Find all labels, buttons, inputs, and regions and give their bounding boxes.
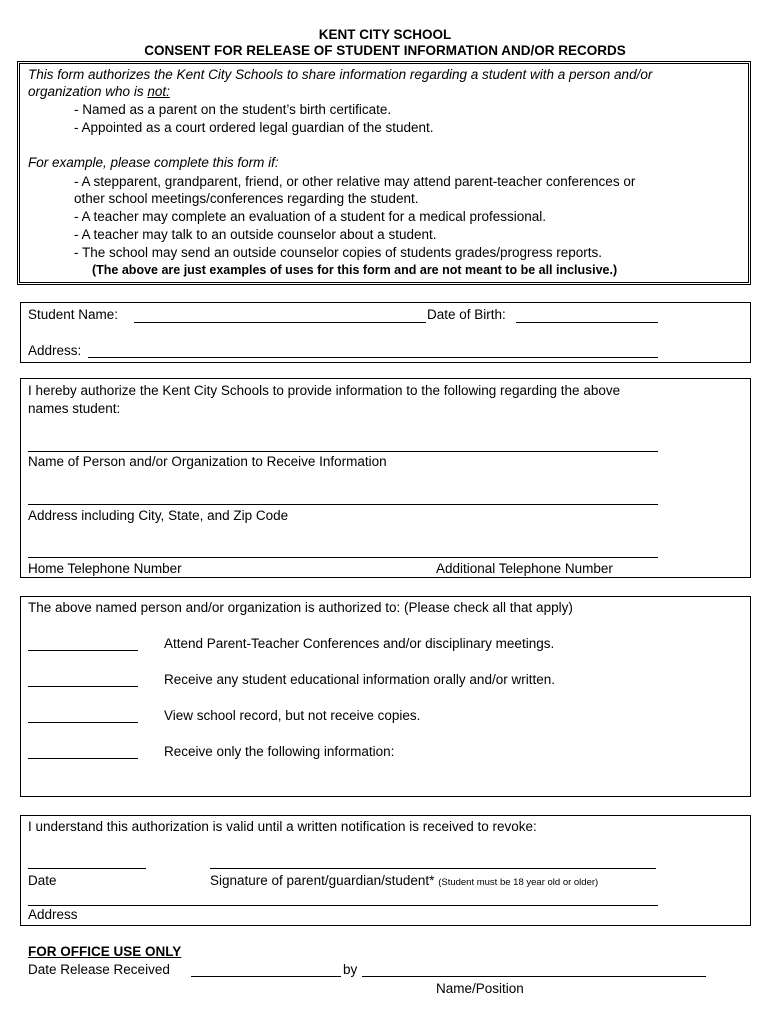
recipient-name-label: Name of Person and/or Organization to Receive Information	[28, 454, 387, 469]
signature-age-note: (Student must be 18 year old or older)	[438, 877, 599, 888]
recipient-name-field[interactable]	[28, 451, 658, 452]
example-heading: For example, please complete this form if:	[28, 155, 279, 170]
permission-option-specific-info: Receive only the following information:	[164, 744, 395, 759]
home-phone-label: Home Telephone Number	[28, 561, 182, 576]
permissions-heading: The above named person and/or organization is authorized to: (Please check all that apply)	[28, 600, 573, 615]
example-item: - A teacher may complete an evaluation of a student for a medical professional.	[74, 209, 547, 224]
student-address-field[interactable]	[88, 357, 658, 358]
permission-option-view-record: View school record, but not receive copies.	[164, 708, 421, 723]
permission-option-receive-info: Receive any student educational information orally and/or written.	[164, 672, 555, 687]
school-name: KENT CITY SCHOOL	[318, 27, 452, 42]
not-item: - Named as a parent on the student’s birth certificate.	[74, 102, 392, 117]
signature-address-field[interactable]	[28, 905, 658, 906]
permission-checkbox-conferences[interactable]	[28, 650, 138, 651]
dob-field[interactable]	[516, 322, 658, 323]
date-release-field[interactable]	[191, 976, 341, 977]
signature-label	[210, 873, 598, 888]
example-item: - A stepparent, grandparent, friend, or other relative may attend parent-teacher conferences or	[74, 174, 636, 189]
additional-phone-label: Additional Telephone Number	[436, 561, 613, 576]
recipient-box	[20, 378, 751, 578]
by-label: by	[343, 962, 358, 977]
signature-label-text: Signature of parent/guardian/student*	[210, 873, 435, 888]
recipient-phone-field[interactable]	[28, 557, 658, 558]
authorize-line-1: I hereby authorize the Kent City Schools to provide information to the following regarding the above	[28, 383, 621, 398]
permission-checkbox-specific-info[interactable]	[28, 758, 138, 759]
signature-address-label: Address	[28, 907, 78, 922]
name-position-label: Name/Position	[436, 981, 524, 996]
example-item: - A teacher may talk to an outside counselor about a student.	[74, 227, 437, 242]
not-item: - Appointed as a court ordered legal guardian of the student.	[74, 120, 434, 135]
recipient-address-label: Address including City, State, and Zip Code	[28, 508, 289, 523]
examples-disclaimer: (The above are just examples of uses for this form and are not meant to be all inclusive.)	[92, 263, 618, 277]
dob-label: Date of Birth:	[427, 307, 506, 322]
example-item-continued: other school meetings/conferences regarding the student.	[74, 191, 419, 206]
student-name-label: Student Name:	[28, 307, 119, 322]
date-release-label: Date Release Received	[28, 962, 170, 977]
recipient-address-field[interactable]	[28, 504, 658, 505]
signature-date-label: Date	[28, 873, 57, 888]
example-item: - The school may send an outside counselor copies of students grades/progress reports.	[74, 245, 603, 260]
permission-checkbox-view-record[interactable]	[28, 722, 138, 723]
form-title: CONSENT FOR RELEASE OF STUDENT INFORMATION AND/OR RECORDS	[144, 43, 626, 58]
student-address-label: Address:	[28, 343, 82, 358]
signature-date-field[interactable]	[28, 868, 146, 869]
signature-field[interactable]	[210, 868, 656, 869]
revoke-statement: I understand this authorization is valid until a written notification is received to revoke:	[28, 819, 537, 834]
student-info-box	[20, 302, 751, 363]
permission-checkbox-receive-info[interactable]	[28, 686, 138, 687]
intro-line-2	[28, 84, 170, 99]
intro-line-2-text: organization who is	[28, 84, 148, 99]
permission-option-conferences: Attend Parent-Teacher Conferences and/or disciplinary meetings.	[164, 636, 555, 651]
permissions-box	[20, 596, 751, 797]
office-use-heading: FOR OFFICE USE ONLY	[28, 944, 182, 959]
intro-not-word: not:	[147, 84, 170, 99]
intro-line-1: This form authorizes the Kent City Schools to share information regarding a student with a person and/or	[28, 67, 653, 82]
authorize-line-2: names student:	[28, 401, 121, 416]
name-position-field[interactable]	[362, 976, 706, 977]
student-name-field[interactable]	[134, 322, 426, 323]
